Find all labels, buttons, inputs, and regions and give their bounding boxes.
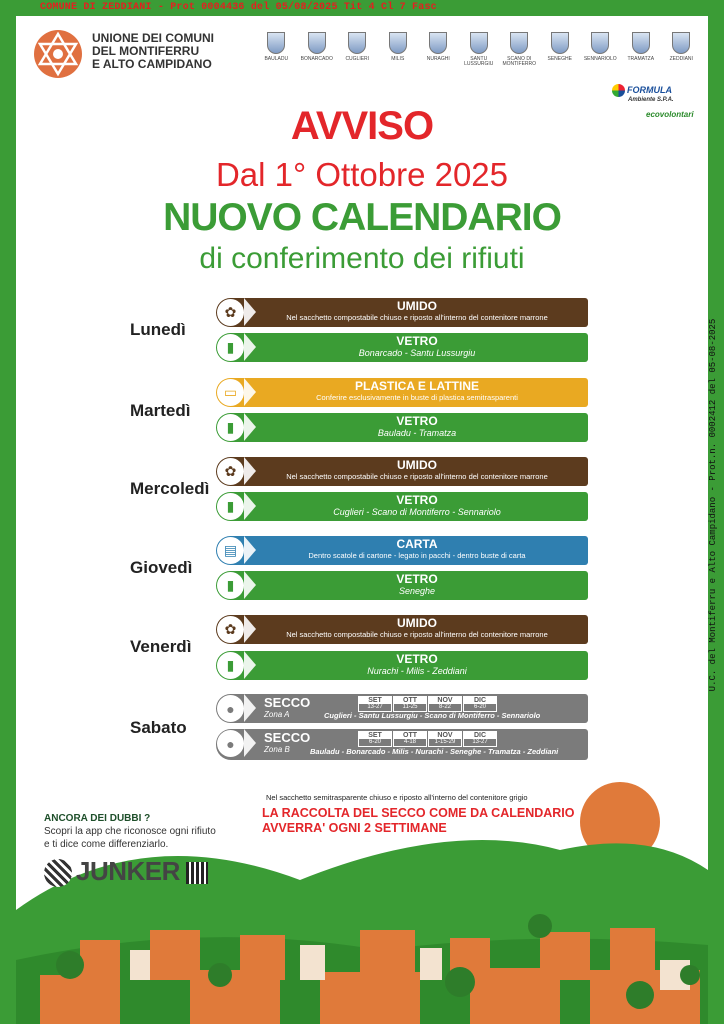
trash-bag-icon: ● (217, 695, 244, 722)
secco-frequency-line1: LA RACCOLTA DEL SECCO COME DA CALENDARIO (262, 806, 575, 820)
day-thursday: Giovedì (130, 558, 193, 577)
municipality (499, 32, 540, 67)
municipality-name: BAULADU (264, 56, 289, 62)
bar-carta-thursday (216, 536, 588, 565)
page-subtitle: di conferimento dei rifiuti (199, 242, 525, 275)
day-wednesday: Mercoledì (130, 479, 210, 498)
arrow-shape (244, 694, 256, 722)
municipality-crests (256, 32, 702, 67)
formula-name: FORMULA (627, 84, 672, 95)
bar-desc: Dentro scatole di cartone - legato in pacchi - dentro buste di carta (308, 551, 526, 560)
municipality-name: SENEGHE (547, 56, 572, 62)
bar-title: VETRO (396, 414, 438, 428)
day-monday: Lunedì (130, 320, 186, 339)
day-saturday: Sabato (130, 718, 187, 737)
bar-title: UMIDO (397, 299, 437, 313)
crest-icon (389, 32, 407, 54)
municipality-name: MILIS (391, 56, 405, 62)
protocol-stamp-side-text: U.C. del Montiferru e Alto Campidano - Prot.n. 0002412 del 05-08-2025 (708, 318, 718, 692)
crest-icon (632, 32, 650, 54)
schedule-cell (358, 696, 392, 712)
ecovolontari-logo: ecovolontari (646, 110, 694, 119)
day-tuesday: Martedì (130, 401, 191, 420)
bar-title: VETRO (396, 334, 438, 348)
crest-icon (429, 32, 447, 54)
arrow-shape (244, 298, 256, 326)
crest-icon (591, 32, 609, 54)
municipality-name: BONARCADO (300, 56, 333, 62)
municipality (256, 32, 297, 67)
crest-icon (551, 32, 569, 54)
bar-umido-wednesday (216, 457, 588, 486)
secco-schedule-b (358, 731, 497, 747)
bar-vetro-monday (216, 333, 588, 362)
bar-towns: Bonarcado - Santu Lussurgiu (358, 348, 476, 358)
municipality (337, 32, 378, 67)
bar-desc: Conferire esclusivamente in buste di plastica semitrasparenti (316, 393, 518, 402)
schedule-month: SET (359, 697, 391, 704)
protocol-stamp-side (706, 305, 720, 705)
union-name (92, 32, 214, 71)
zone-label: Zona A (264, 710, 290, 719)
bar-title: VETRO (396, 493, 438, 507)
bar-title: SECCO (264, 730, 311, 745)
paper-box-icon: ▤ (217, 537, 244, 564)
union-name-line2: DEL MONTIFERRU (92, 44, 200, 58)
zebra-icon (44, 859, 72, 887)
municipality (418, 32, 459, 67)
bar-vetro-wednesday (216, 492, 588, 521)
app-promo-line1: Scopri la app che riconosce ogni rifiuto (44, 826, 216, 837)
bar-towns: Bauladu - Bonarcado - Milis - Nurachi - Seneghe - Tramatza - Zeddiani (310, 747, 559, 756)
municipality-name: NURAGHI (426, 56, 450, 62)
bar-title: CARTA (396, 537, 438, 551)
qr-code-icon[interactable] (186, 862, 208, 884)
app-promo-line2: e ti dice come differenziarlo. (44, 839, 169, 850)
bar-desc: Nel sacchetto compostabile chiuso e riposto all'interno del contenitore marrone (286, 313, 548, 322)
junker-wordmark: JUNKER (76, 856, 180, 886)
secco-frequency-note (262, 806, 582, 836)
arrow-shape (244, 457, 256, 485)
apple-core-icon: ✿ (217, 458, 244, 485)
plastic-bottle-icon: ▭ (217, 379, 244, 406)
bar-towns: Seneghe (398, 586, 436, 596)
secco-frequency-line2: AVVERRA' OGNI 2 SETTIMANE (262, 821, 447, 835)
trash-bag-icon: ● (217, 730, 244, 757)
arrow-shape (244, 378, 256, 406)
crest-icon (672, 32, 690, 54)
protocol-stamp-top: COMUNE DI ZEDDIANI - Prot 0004436 del 05/08/2025 Tit 4 Cl 7 Fasc (40, 2, 437, 13)
schedule-cell (428, 696, 462, 712)
arrow-shape (244, 729, 256, 757)
bar-towns: Nurachi - Milis - Zeddiani (367, 666, 467, 676)
union-name-line1: UNIONE DEI COMUNI (92, 31, 215, 45)
schedule-days: 13-27 (472, 739, 488, 745)
secco-schedule-a (358, 696, 497, 712)
arrow-shape (244, 571, 256, 599)
arrow-shape (244, 651, 256, 679)
arrow-shape (244, 333, 256, 361)
arrow-shape (244, 413, 256, 441)
schedule-cell (428, 731, 462, 747)
bar-vetro-tuesday (216, 413, 588, 442)
zone-label: Zona B (264, 745, 290, 754)
bar-desc: Nel sacchetto compostabile chiuso e riposto all'interno del contenitore marrone (286, 472, 548, 481)
schedule-cell (393, 731, 427, 747)
municipality (459, 32, 500, 67)
bottle-icon: ▮ (217, 652, 244, 679)
municipality-name: ZEDDIANI (669, 56, 693, 62)
start-date: Dal 1° Ottobre 2025 (215, 156, 509, 193)
bar-desc: Nel sacchetto compostabile chiuso e riposto all'interno del contenitore marrone (286, 630, 548, 639)
arrow-shape (244, 536, 256, 564)
bar-umido-monday (216, 298, 588, 327)
municipality (580, 32, 621, 67)
bottle-icon: ▮ (217, 493, 244, 520)
bar-title: UMIDO (397, 458, 437, 472)
formula-logo-icon (612, 84, 625, 97)
schedule-month: DIC (464, 697, 496, 704)
crest-icon (470, 32, 488, 54)
schedule-days: 13-27 (367, 704, 383, 710)
schedule-month: NOV (429, 732, 461, 739)
bottle-icon: ▮ (217, 414, 244, 441)
apple-core-icon: ✿ (217, 616, 244, 643)
bar-towns: Cuglieri - Santu Lussurgiu - Scano di Montiferro - Sennariolo (324, 711, 541, 720)
bar-title: SECCO (264, 695, 311, 710)
junker-logo[interactable] (44, 856, 208, 887)
municipality (621, 32, 662, 67)
crest-icon (267, 32, 285, 54)
apple-core-icon: ✿ (217, 299, 244, 326)
bottle-icon: ▮ (217, 572, 244, 599)
union-name-line3: E ALTO CAMPIDANO (92, 57, 212, 71)
schedule-days: 1-15-29 (434, 739, 456, 745)
formula-sub: Ambiente S.P.A. (628, 97, 674, 103)
municipality-name: CUGLIERI (345, 56, 370, 62)
bar-title: VETRO (396, 572, 438, 586)
schedule-days: 6-20 (473, 704, 486, 710)
crest-icon (348, 32, 366, 54)
avviso-heading: AVVISO (290, 104, 434, 148)
bar-vetro-friday (216, 651, 588, 680)
schedule-cell (393, 696, 427, 712)
day-friday: Venerdì (130, 637, 192, 656)
header (32, 26, 702, 86)
bar-secco-zona-b (216, 729, 588, 760)
schedule-cell (463, 731, 497, 747)
schedule-month: OTT (394, 732, 426, 739)
secco-note: Nel sacchetto semitrasparente chiuso e riposto all'interno del contenitore grigio (266, 793, 528, 802)
schedule-cell (358, 731, 392, 747)
municipality-name: SENNARIOLO (583, 56, 617, 62)
schedule-month: DIC (464, 732, 496, 739)
arrow-shape (244, 492, 256, 520)
municipality-name: SCANO DI MONTIFERRO (502, 56, 537, 67)
schedule-days: 11-25 (402, 704, 418, 710)
schedule-month: OTT (394, 697, 426, 704)
bar-towns: Bauladu - Tramatza (377, 428, 457, 438)
schedule-cell (463, 696, 497, 712)
union-logo-icon (32, 28, 84, 80)
app-promo-title: ANCORA DEI DUBBI ? (44, 813, 151, 824)
municipality (378, 32, 419, 67)
bar-vetro-thursday (216, 571, 588, 600)
bar-umido-friday (216, 615, 588, 644)
municipality (540, 32, 581, 67)
bar-title: PLASTICA E LATTINE (355, 379, 479, 393)
app-promo (44, 812, 216, 851)
municipality-name: TRAMATZA (627, 56, 655, 62)
schedule-days: 4-18 (403, 739, 416, 745)
formula-ambiente-logo (612, 84, 674, 103)
bar-secco-zona-a (216, 694, 588, 723)
bar-title: VETRO (396, 652, 438, 666)
page-title: NUOVO CALENDARIO (163, 196, 561, 239)
bar-title: UMIDO (397, 616, 437, 630)
bar-towns: Cuglieri - Scano di Montiferro - Sennariolo (333, 507, 501, 517)
crest-icon (308, 32, 326, 54)
municipality (661, 32, 702, 67)
crest-icon (510, 32, 528, 54)
schedule-days: 6-20 (368, 739, 381, 745)
bar-plastica-tuesday (216, 378, 588, 407)
municipality-name: SANTU LUSSURGIU (464, 56, 494, 67)
schedule-month: NOV (429, 697, 461, 704)
schedule-days: 8-22 (438, 704, 451, 710)
arrow-shape (244, 615, 256, 643)
schedule-month: SET (359, 732, 391, 739)
municipality (297, 32, 338, 67)
bottle-icon: ▮ (217, 334, 244, 361)
